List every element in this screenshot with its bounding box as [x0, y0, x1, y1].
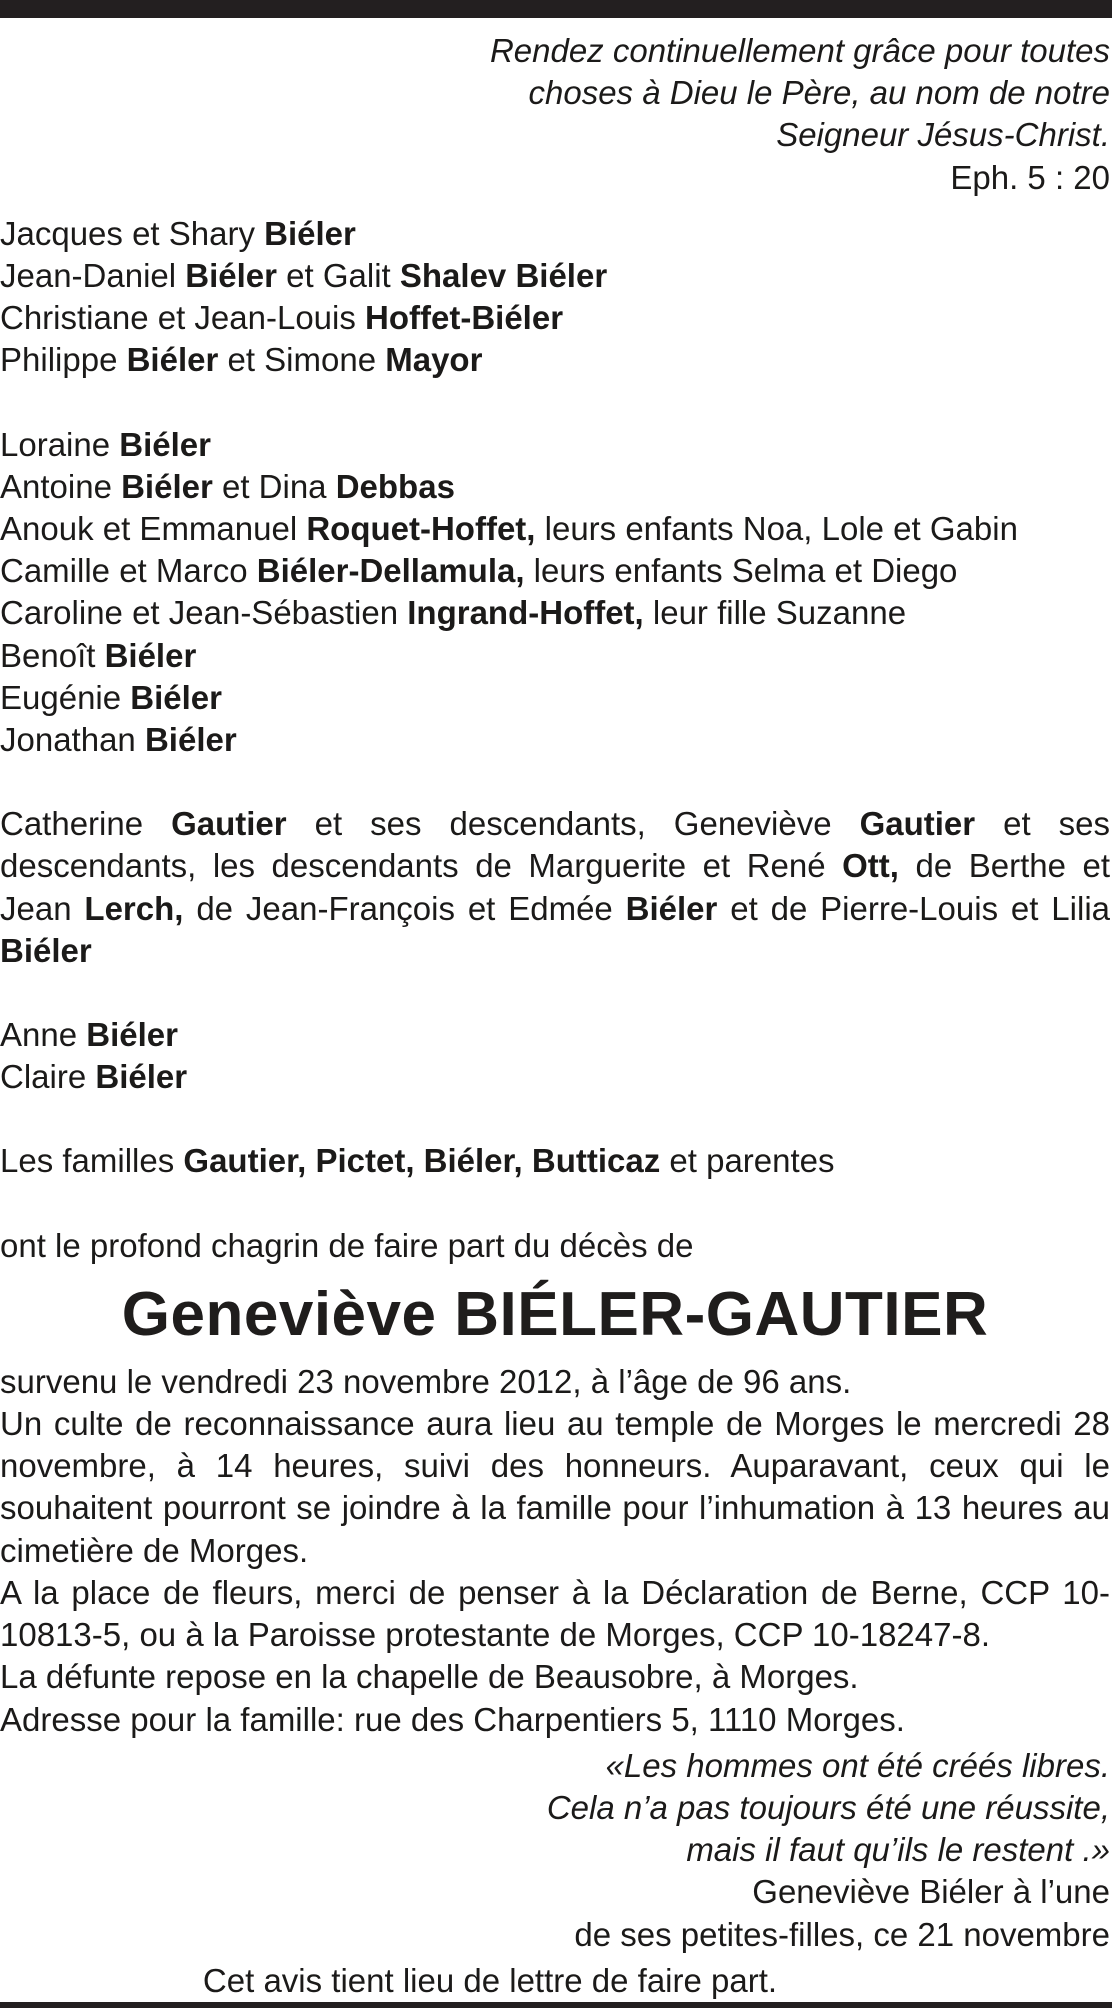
family-name: Gautier	[859, 805, 976, 843]
family-name: Biéler	[0, 931, 92, 969]
text-fragment: Claire	[0, 1058, 96, 1096]
text-fragment: Camille et Marco	[0, 552, 257, 590]
family-member-line	[0, 550, 1110, 592]
family-member-line	[0, 213, 1110, 255]
verse-reference: Eph. 5 : 20	[950, 158, 1110, 196]
text-fragment: Les familles	[0, 1142, 184, 1180]
family-name: Hoffet-Biéler	[365, 299, 564, 337]
verse-line: Seigneur Jésus-Christ.	[776, 116, 1110, 154]
family-name: Biéler	[185, 257, 277, 295]
family-member-line	[0, 635, 1110, 677]
text-fragment: Benoît	[0, 636, 105, 674]
family-group-relatives	[0, 803, 1110, 972]
family-member-line	[0, 466, 1110, 508]
family-member-line	[0, 297, 1110, 339]
family-name: Biéler	[121, 467, 213, 505]
family-name: Gautier, Pictet, Biéler, Butticaz	[183, 1142, 661, 1180]
death-date-text: survenu le vendredi 23 novembre 2012, à l’âge de 96 ans.	[0, 1362, 852, 1400]
text-fragment: de Jean-François et Edmée	[183, 889, 626, 927]
verse-line: choses à Dieu le Père, au nom de notre	[528, 74, 1110, 112]
announcement-text: ont le profond chagrin de faire part du décès de	[0, 1226, 694, 1264]
text-fragment: Jonathan	[0, 721, 145, 759]
top-border-bar	[0, 0, 1112, 18]
family-name: Biéler	[264, 214, 356, 252]
family-member-line	[0, 677, 1110, 719]
family-name: Biéler	[119, 425, 211, 463]
quote-line: «Les hommes ont été créés libres.	[605, 1746, 1110, 1784]
text-fragment: leur fille Suzanne	[643, 594, 907, 632]
family-name: Biéler	[625, 889, 718, 927]
text-fragment: Anne	[0, 1016, 87, 1054]
family-name: Biéler	[130, 678, 222, 716]
text-fragment: Antoine	[0, 467, 122, 505]
bible-verse	[0, 30, 1110, 199]
text-fragment: et Dina	[212, 467, 336, 505]
quote-attribution: Geneviève Biéler à l’une	[752, 1873, 1110, 1911]
text-fragment: Catherine	[0, 805, 172, 843]
family-address-text: Adresse pour la famille: rue des Charpentiers 5, 1110 Morges.	[0, 1700, 905, 1738]
verse-line: Rendez continuellement grâce pour toutes	[489, 32, 1110, 69]
family-member-line	[0, 255, 1110, 297]
family-member-line	[0, 719, 1110, 761]
text-fragment: Loraine	[0, 425, 120, 463]
family-name: Lerch,	[84, 889, 184, 927]
family-member-line	[0, 508, 1110, 550]
family-name: Debbas	[335, 467, 455, 505]
text-fragment: Philippe	[0, 341, 127, 379]
family-name: Biéler	[144, 721, 237, 759]
text-fragment: et Galit	[277, 257, 400, 295]
family-member-line	[0, 1056, 1110, 1098]
family-name: Ingrand-Hoffet,	[407, 594, 644, 632]
family-name: Biéler	[95, 1058, 188, 1096]
family-name: Biéler	[126, 341, 219, 379]
family-member-line	[0, 339, 1110, 381]
text-fragment: Jacques et Shary	[0, 214, 265, 252]
text-fragment: et de Pierre-Louis et Lilia	[717, 889, 1111, 927]
family-member-line	[0, 1014, 1110, 1056]
obituary-notice	[0, 30, 1110, 2002]
closing-quote	[0, 1745, 1110, 1956]
text-fragment: Eugénie	[0, 678, 131, 716]
deceased-name: Geneviève BIÉLER-GAUTIER	[121, 1279, 989, 1349]
text-fragment: Christiane et Jean-Louis	[0, 299, 366, 337]
family-group-grandchildren	[0, 424, 1110, 762]
quote-line: Cela n’a pas toujours été une réussite,	[546, 1788, 1110, 1826]
family-group-others	[0, 1014, 1110, 1098]
text-fragment: Jean-Daniel	[0, 257, 186, 295]
text-fragment: et ses descendants, Geneviève	[286, 805, 860, 843]
text-fragment: leurs enfants Noa, Lole et Gabin	[535, 510, 1018, 548]
text-fragment: et parentes	[660, 1142, 835, 1180]
family-member-line	[0, 424, 1110, 466]
family-name: Biéler	[104, 636, 197, 674]
family-name: Biéler	[86, 1016, 178, 1054]
details-block	[0, 1361, 1110, 1741]
families-line	[0, 1140, 1110, 1182]
text-fragment: de Berthe et Jean	[0, 847, 1110, 927]
text-fragment: leurs enfants Selma et Diego	[524, 552, 958, 590]
family-name: Roquet-Hoffet,	[306, 510, 536, 548]
family-name: Mayor	[385, 341, 483, 379]
rest-place-text: La défunte repose en la chapelle de Beausobre, à Morges.	[0, 1658, 859, 1696]
text-fragment: Caroline et Jean-Sébastien	[0, 594, 408, 632]
family-name: Shalev Biéler	[399, 257, 608, 295]
text-fragment: et Simone	[218, 341, 386, 379]
family-name: Biéler-Dellamula,	[256, 552, 525, 590]
footer-note: Cet avis tient lieu de lettre de faire part.	[202, 1961, 778, 1999]
family-name: Ott,	[842, 847, 899, 885]
family-member-line	[0, 592, 1110, 634]
bottom-border-bar	[0, 2002, 1112, 2008]
text-fragment: Anouk et Emmanuel	[0, 510, 307, 548]
text-fragment: et ses descendants, les descendants de Marguerite et René	[0, 805, 1110, 885]
quote-attribution: de ses petites-filles, ce 21 novembre	[574, 1915, 1110, 1953]
service-text: Un culte de reconnaissance aura lieu au temple de Morges le mercredi 28 novembre, à 14 heures, suivi des honneurs. Auparavant, ceux qui le souhaitent pourront se joindre à la famille pour l’inhumation à 13 heures au cimetière de Morges.	[0, 1405, 1110, 1569]
quote-line: mais il faut qu’ils le restent .»	[686, 1831, 1110, 1869]
family-group-children	[0, 213, 1110, 382]
family-name: Gautier	[171, 805, 287, 843]
donations-text: A la place de fleurs, merci de penser à la Déclaration de Berne, CCP 10-10813-5, ou à la Paroisse protestante de Morges, CCP 10-18247-8.	[0, 1573, 1110, 1654]
